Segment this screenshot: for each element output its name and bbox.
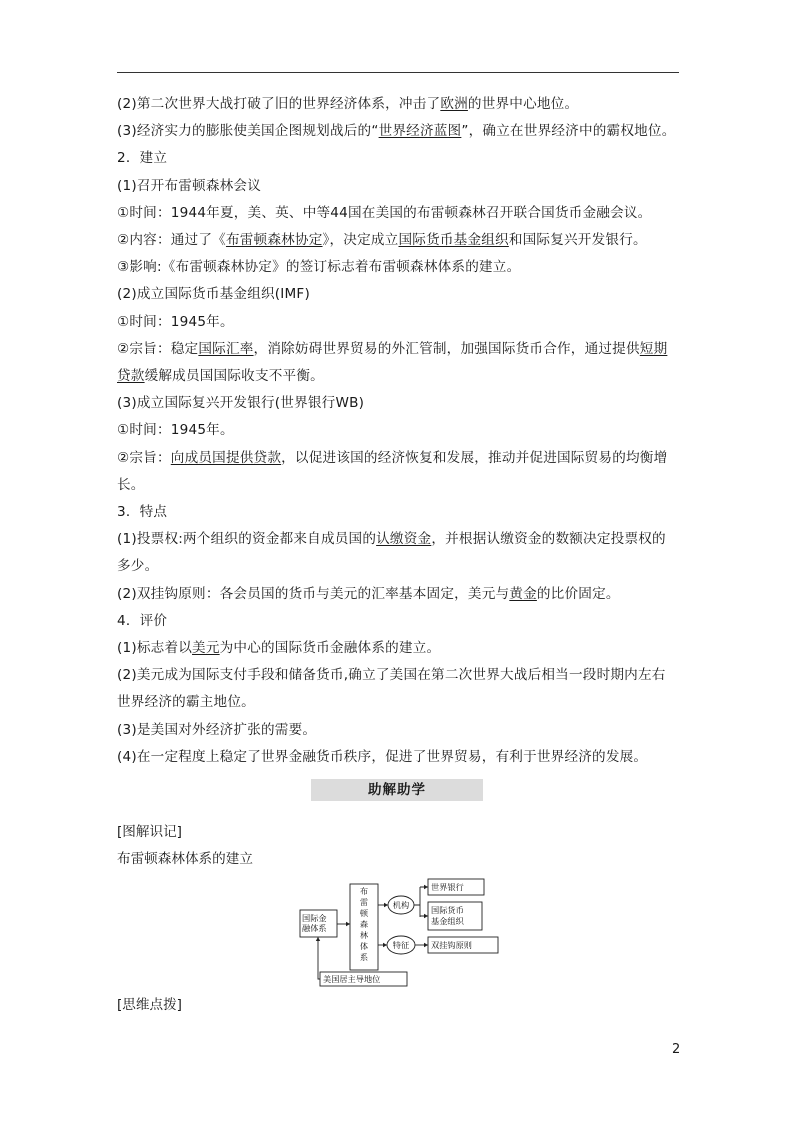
text-segment: 多少。 xyxy=(117,558,159,575)
underlined-term: 美元 xyxy=(192,640,220,657)
text-segment: (1)标志着以 xyxy=(117,640,193,657)
text-segment: 2．建立 xyxy=(117,150,168,167)
text-segment: ③影响:《布雷顿森林协定》的签订标志着布雷顿森林体系的建立。 xyxy=(117,259,521,276)
org-item-label-0: 世界银行 xyxy=(431,882,464,892)
bretton-woods-diagram xyxy=(290,874,510,990)
text-line xyxy=(117,526,681,553)
feature-node-label: 特征 xyxy=(392,940,410,950)
text-line xyxy=(117,689,681,716)
text-segment: 和国际复兴开发银行。 xyxy=(508,232,647,249)
text-segment: (2)成立国际货币基金组织(IMF) xyxy=(117,286,310,303)
text-segment: (4)在一定程度上稳定了世界金融货币秩序，促进了世界贸易，有利于世界经济的发展。 xyxy=(117,748,648,765)
text-line xyxy=(117,227,681,254)
text-line xyxy=(117,145,681,172)
text-segment: 4．评价 xyxy=(117,612,168,629)
underlined-term: 国际货币基金组织 xyxy=(398,232,509,249)
text-segment: 的比价固定。 xyxy=(536,585,620,602)
text-segment: 世界经济的霸主地位。 xyxy=(117,694,255,711)
text-line xyxy=(117,717,681,744)
text-line xyxy=(117,363,681,390)
org-item-label-1a: 国际货币 xyxy=(431,905,464,915)
underlined-term: 国际汇率 xyxy=(198,340,254,357)
text-segment: ，并根据认缴资金的数额决定投票权的 xyxy=(431,531,666,548)
text-segment: 缓解成员国国际收支不平衡。 xyxy=(144,368,324,385)
text-line xyxy=(117,281,681,308)
text-segment: 》，决定成立 xyxy=(322,232,399,249)
underlined-term: 向成员国提供贷款 xyxy=(170,449,282,466)
text-line xyxy=(117,390,681,417)
underlined-term: 黄金 xyxy=(509,585,537,602)
text-line xyxy=(117,309,681,336)
underlined-term: 认缴资金 xyxy=(376,531,432,548)
text-line xyxy=(117,744,681,771)
text-line xyxy=(117,118,681,145)
page-number: 2 xyxy=(672,1042,681,1057)
underlined-term: 布雷顿森林协定 xyxy=(225,232,323,249)
text-segment: 长。 xyxy=(117,476,145,493)
text-segment: ②宗旨：稳定 xyxy=(117,340,199,357)
text-segment: (3)是美国对外经济扩张的需要。 xyxy=(117,721,317,738)
text-segment: ”，确立在世界经济中的霸权地位。 xyxy=(461,123,676,140)
text-line xyxy=(117,336,681,363)
text-line xyxy=(117,635,681,662)
underlined-term: 短期 xyxy=(639,340,668,357)
text-line xyxy=(117,417,681,444)
text-segment: (1)召开布雷顿森林会议 xyxy=(117,177,261,194)
text-segment: ，以促进该国的经济恢复和发展，推动并促进国际贸易的均衡增 xyxy=(281,449,668,466)
text-segment: (2)第二次世界大战打破了旧的世界经济体系，冲击了 xyxy=(117,96,441,112)
text-segment: 为中心的国际货币金融体系的建立。 xyxy=(219,640,441,657)
text-line xyxy=(117,553,681,580)
text-segment: ②内容：通过了《 xyxy=(117,232,226,249)
left-box-label-2: 融体系 xyxy=(302,923,327,933)
text-line xyxy=(117,200,681,227)
text-line xyxy=(117,91,681,118)
feature-item-label: 双挂钩原则 xyxy=(431,940,472,950)
text-segment: (2)双挂钩原则：各会员国的货币与美元的汇率基本固定，美元与 xyxy=(117,585,510,602)
text-segment: 3．特点 xyxy=(117,504,168,521)
text-segment: ①时间：1945年。 xyxy=(117,313,234,330)
text-segment: 的世界中心地位。 xyxy=(467,96,579,112)
text-segment: ②宗旨： xyxy=(117,449,171,466)
underlined-term: 世界经济蓝图 xyxy=(378,123,462,140)
text-line xyxy=(117,445,681,472)
bottom-box-label: 美国居主导地位 xyxy=(323,974,381,984)
text-segment: ①时间：1944年夏，美、英、中等44国在美国的布雷顿森林召开联合国货币金融会议。 xyxy=(117,204,652,221)
center-box-label: 布雷顿森林体系 xyxy=(359,886,369,962)
text-line xyxy=(117,254,681,281)
figure-caption: 布雷顿森林体系的建立 xyxy=(117,851,253,867)
left-box-label-1: 国际金 xyxy=(302,913,327,923)
document-body xyxy=(117,91,681,771)
text-line xyxy=(117,173,681,200)
text-line xyxy=(117,581,681,608)
header-rule xyxy=(117,72,679,73)
text-line xyxy=(117,608,681,635)
section-banner: 助解助学 xyxy=(311,779,483,801)
text-line xyxy=(117,662,681,689)
text-line xyxy=(117,472,681,499)
underlined-term: 贷款 xyxy=(117,368,145,385)
text-segment: (3)成立国际复兴开发银行(世界银行WB) xyxy=(117,395,365,412)
text-line xyxy=(117,499,681,526)
underlined-term: 欧洲 xyxy=(440,96,468,112)
text-segment: (3)经济实力的膨胀使美国企图规划战后的“ xyxy=(117,123,379,140)
text-segment: ①时间：1945年。 xyxy=(117,422,234,439)
org-node-label: 机构 xyxy=(392,900,410,910)
text-segment: ，消除妨碍世界贸易的外汇管制，加强国际货币合作，通过提供 xyxy=(253,340,640,357)
org-item-label-1b: 基金组织 xyxy=(431,916,464,926)
thinking-heading: [思维点拨] xyxy=(117,997,182,1013)
text-segment: (2)美元成为国际支付手段和储备货币,确立了美国在第二次世界大战后相当一段时期内左右 xyxy=(117,667,666,684)
figure-heading: [图解识记] xyxy=(117,824,182,840)
text-segment: (1)投票权:两个组织的资金都来自成员国的 xyxy=(117,531,377,548)
